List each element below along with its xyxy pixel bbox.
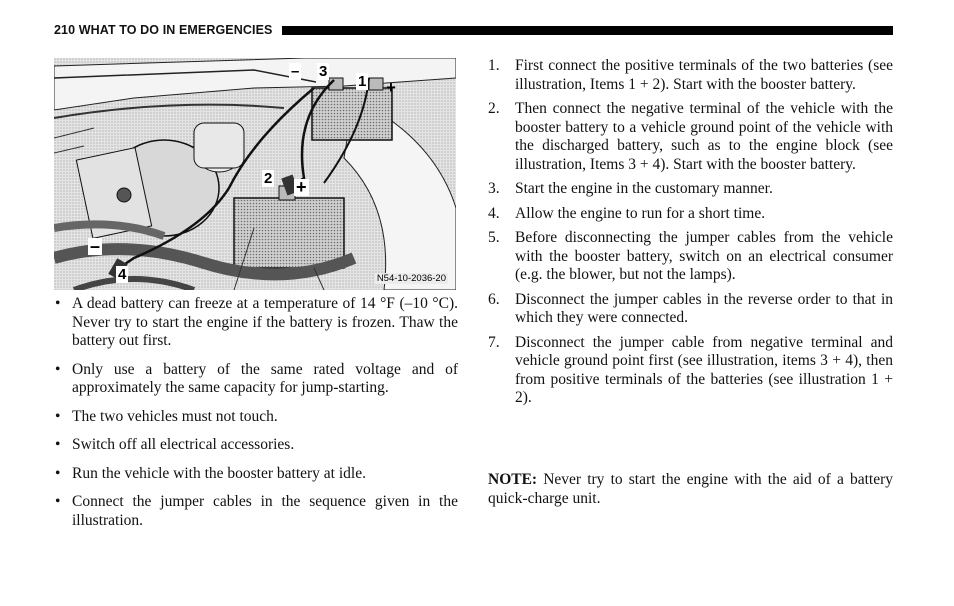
bullet-symbol: • [55,407,61,425]
step-item [488,291,893,328]
figure-code: N54-10-2036-20 [376,273,446,284]
jump-start-illustration [54,58,456,290]
step-text: Disconnect the jumper cables in the reverse order to that in which they were connected. [515,290,893,326]
step-number: 7. [488,333,500,351]
page-header [54,21,893,39]
minus-label-3: – [291,63,300,80]
list-item [54,295,458,351]
step-item [488,229,893,285]
step-text: Then connect the negative terminal of the vehicle with the booster battery to a vehicle ground point of the vehicle with the discharged battery, such as to the engine block (see illustration, Items 3 + 4). Start with the booster battery. [515,100,893,173]
bullet-symbol: • [55,493,61,510]
step-item [488,180,893,199]
bullet-symbol: • [55,436,61,453]
bullet-symbol: • [55,360,61,378]
step-number: 1. [488,57,500,74]
procedure-steps [488,57,893,414]
list-item [54,465,458,484]
bullet-text: The two vehicles must not touch. [72,407,278,425]
step-number: 4. [488,204,500,222]
step-number: 5. [488,229,500,246]
bullet-text: Switch off all electrical accessories. [72,436,295,453]
step-text: Start the engine in the customary manner. [515,180,773,197]
bullet-text: Run the vehicle with the booster battery at idle. [72,464,366,482]
list-item [54,361,458,398]
list-item [54,493,458,530]
step-text: Before disconnecting the jumper cables from the vehicle with the booster battery, switch on an electrical consumer (e.g. the blower, but not the lamps). [515,229,893,283]
item-2-label: 2 [264,170,273,187]
step-number: 6. [488,290,500,308]
step-item [488,57,893,94]
list-item [54,408,458,427]
bullet-text: Connect the jumper cables in the sequence given in the illustration. [72,493,458,529]
note-text: Never try to start the engine with the aid of a battery quick-charge unit. [488,471,893,507]
header-rule [282,26,893,35]
page-header-title: 210 WHAT TO DO IN EMERGENCIES [54,23,273,37]
bullet-text: A dead battery can freeze at a temperature of 14 °F (–10 °C). Never try to start the engine if the battery is frozen. Thaw the battery out first. [72,295,458,349]
note-paragraph [488,471,893,508]
plus-label-1: + [386,78,396,97]
step-number: 2. [488,100,500,117]
item-4-label: 4 [118,266,127,283]
precautions-list [54,295,458,540]
minus-label-4: – [90,236,101,256]
item-3-label: 3 [319,63,328,80]
step-text: Allow the engine to run for a short time. [515,204,766,222]
bullet-symbol: • [55,464,61,482]
list-item [54,436,458,455]
item-1-label: 1 [358,73,367,90]
step-text: Disconnect the jumper cable from negative terminal and vehicle ground point first (see illustration, items 3 + 4), then from positive terminals of the batteries (see illustration 1 + 2). [515,333,893,406]
note-label: NOTE: [488,471,538,488]
plus-label-2: + [296,177,307,197]
step-number: 3. [488,180,500,197]
step-item [488,205,893,224]
step-item [488,334,893,408]
step-text: First connect the positive terminals of the two batteries (see illustration, Items 1 + 2). Start with the booster battery. [515,57,893,93]
bullet-text: Only use a battery of the same rated voltage and of approximately the same capacity for jump-starting. [72,360,458,396]
bullet-symbol: • [55,295,61,312]
step-item [488,100,893,174]
